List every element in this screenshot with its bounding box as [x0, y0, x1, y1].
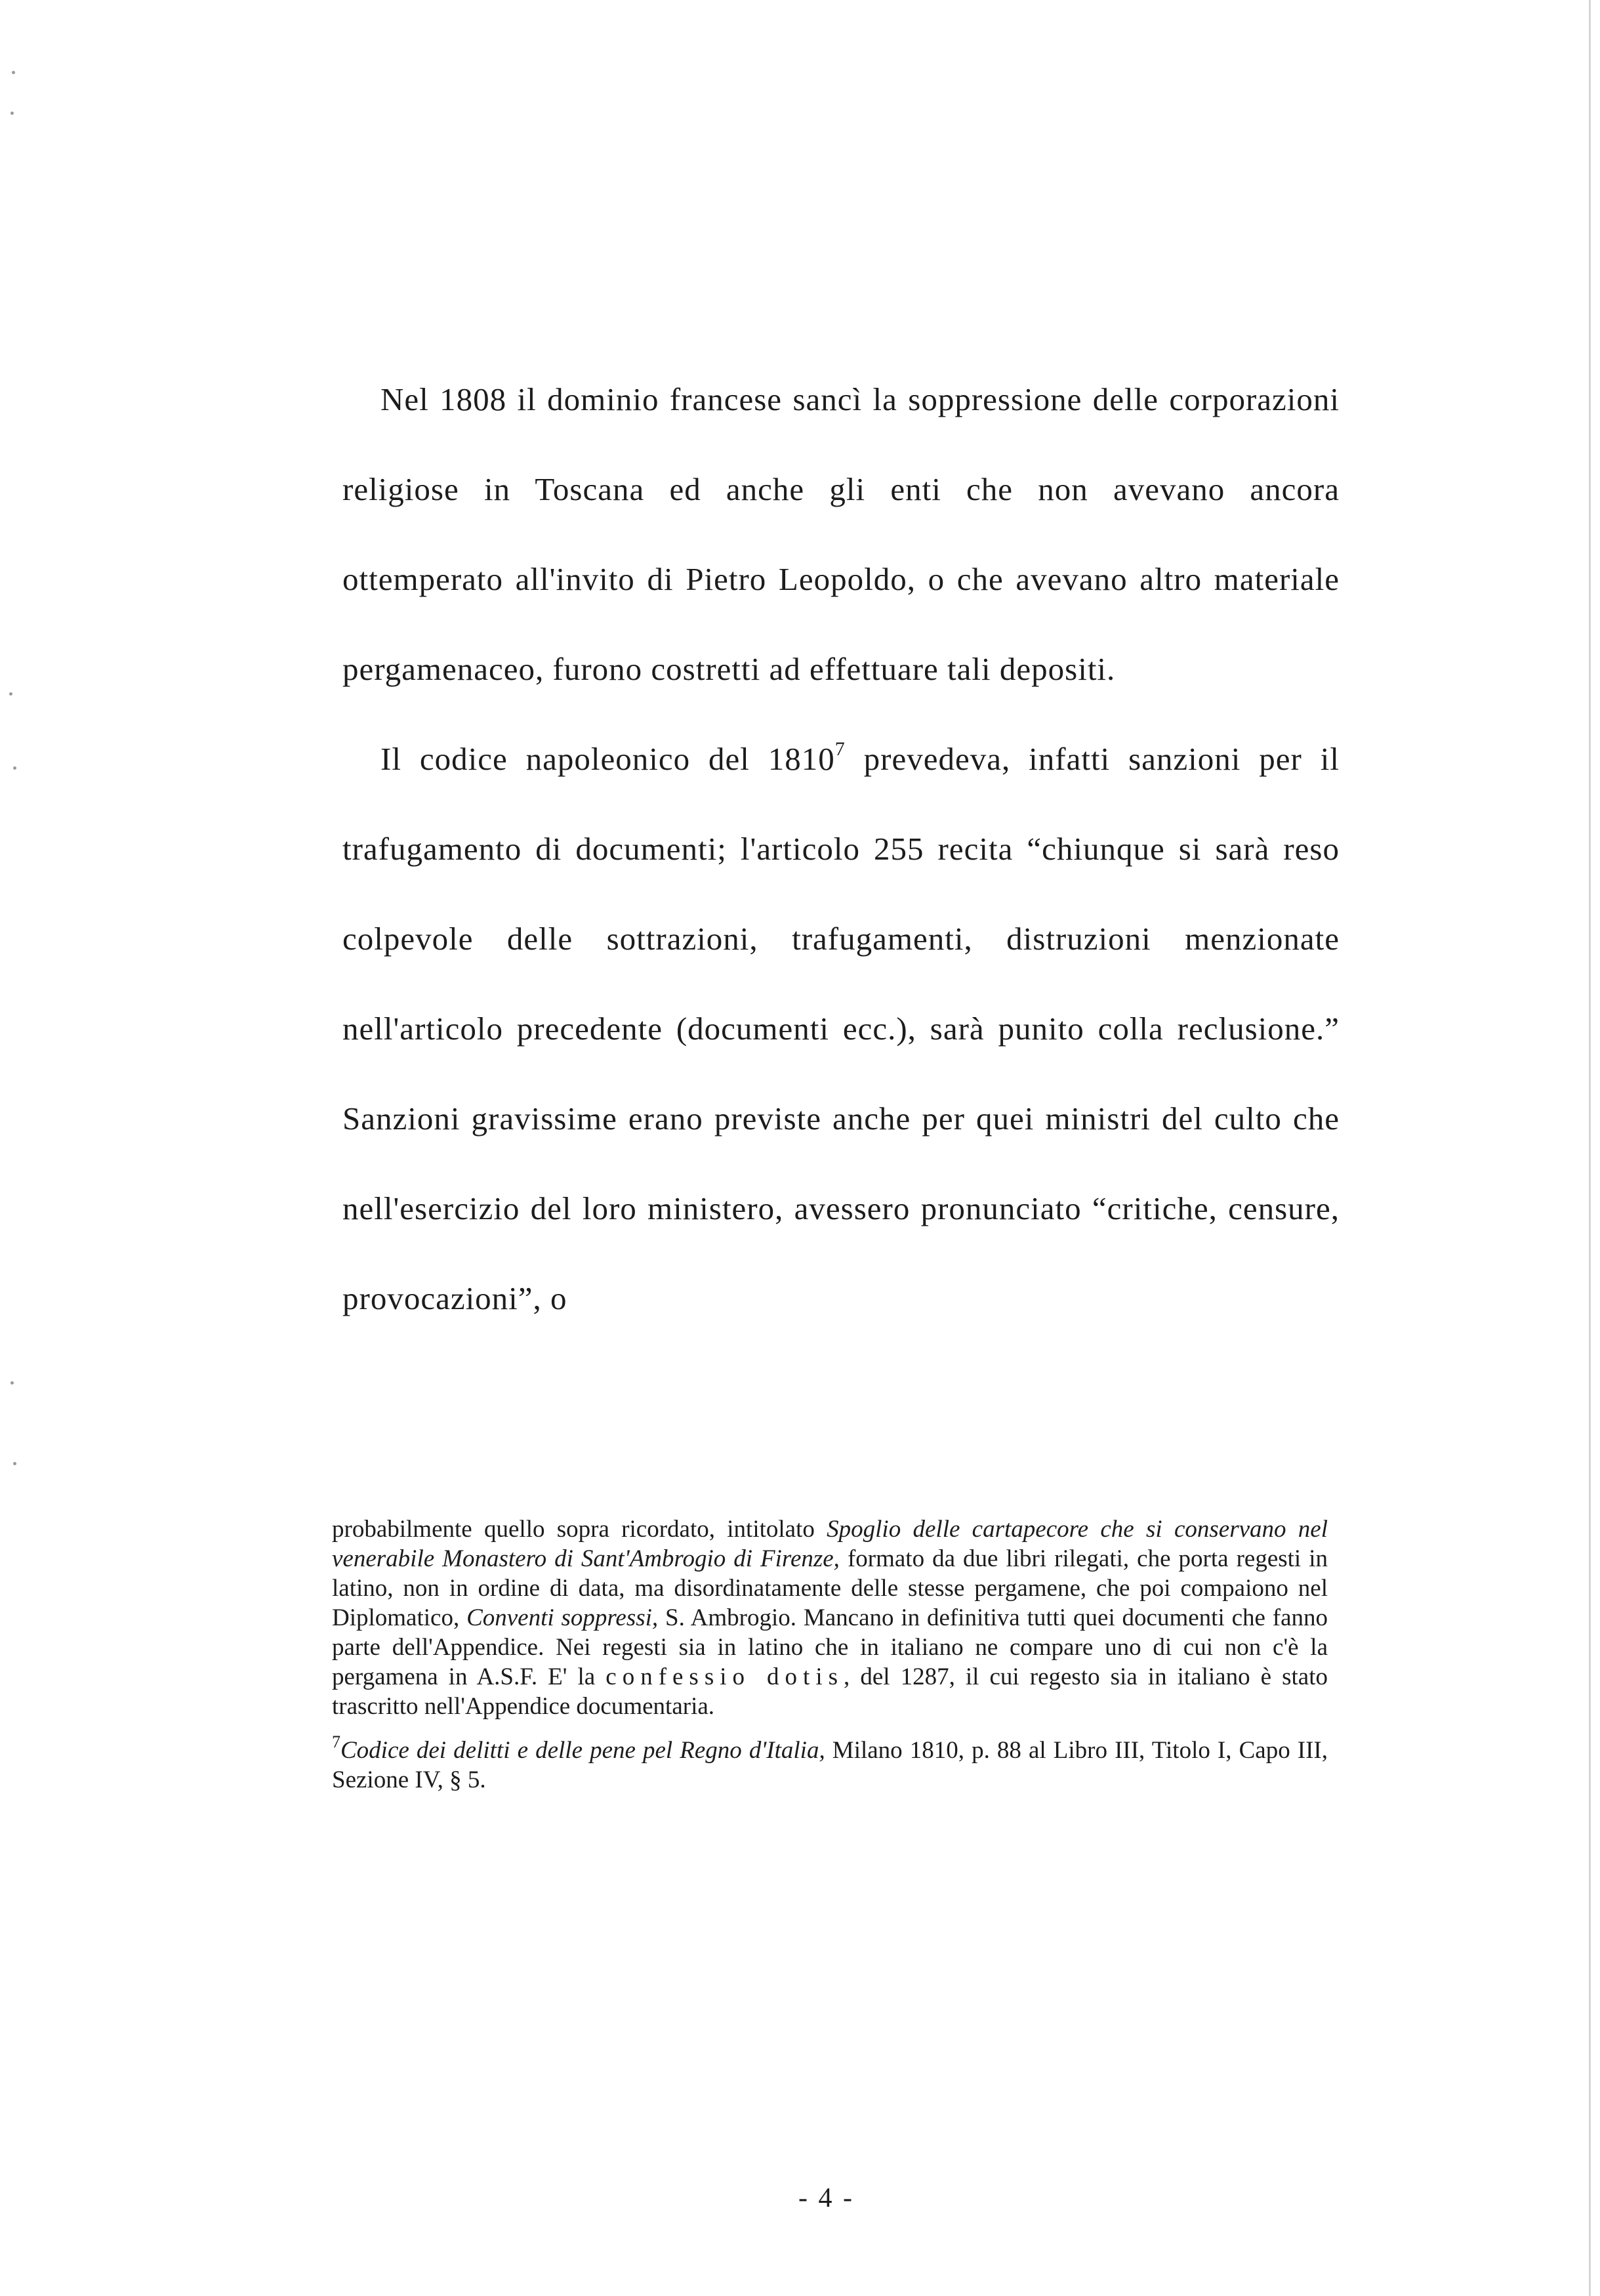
archive-fund: Conventi soppressi, — [466, 1604, 659, 1631]
paragraph-2-start: Il codice napoleonico del 1810 — [380, 741, 835, 777]
footnote-7-title: Codice dei delitti e delle pene pel Regno d'Italia, — [340, 1737, 825, 1764]
margin-speck — [12, 71, 15, 74]
footnote-continuation: probabilmente quello sopra ricordato, intitolato Spoglio delle cartapecore che si conservano nel venerabile Monastero di Sant'Ambrogio di Firenze, formato da due libri rilegati, che porta regesti in latino, non in ordine di data, ma disordinatamente delle stesse pergamene, che poi compaiono nel Diplomatico, Conventi soppressi, S. Ambrogio. Mancano in definitiva tutti quei documenti che fanno parte dell'Appendice. Nei regesti sia in latino che in italiano ne compare uno di cui non c'è la pergamena in A.S.F. E' la confessio dotis, del 1287, il cui regesto sia in italiano è stato trascritto nell'Appendice documentaria. — [332, 1516, 1328, 1720]
page-edge — [1589, 0, 1591, 2296]
margin-speck — [10, 112, 14, 115]
margin-speck — [9, 692, 12, 696]
spaced-term: confessio dotis — [605, 1663, 844, 1690]
cited-title: Spoglio delle cartapecore che si conservano nel venerabile Monastero di Sant'Ambrogio di Firenze, — [332, 1516, 1328, 1572]
paragraph-2-rest: prevedeva, infatti sanzioni per il trafugamento di documenti; l'articolo 255 recita “chiunque si sarà reso colpevole delle sottrazioni, trafugamenti, distruzioni menzionate nell'articolo precedente (documenti ecc.), sarà punito colla reclusione.” Sanzioni gravissime erano previste anche per quei ministri del culto che nell'esercizio del loro ministero, avessero pronunciato “critiche, censure, provocazioni”, o — [342, 741, 1340, 1316]
footnote-7-number: 7 — [332, 1732, 340, 1751]
margin-speck — [13, 1462, 16, 1465]
footnote-ref-7: 7 — [834, 738, 846, 760]
main-body-text — [342, 354, 1340, 1343]
footnotes-section — [332, 1514, 1328, 1795]
margin-speck — [10, 1381, 14, 1385]
footnote-7: $^7$Codice dei delitti e delle pene pel Regno d'Italia, Milano 1810, p. 88 al Libro III, Titolo I, Capo III, Sezione IV, § 5. — [332, 1732, 1328, 1793]
paragraph-1: Nel 1808 il dominio francese sancì la soppressione delle corporazioni religiose in Toscana ed anche gli enti che non avevano ancora ottemperato all'invito di Pietro Leopoldo, o che avevano altro materiale pergamenaceo, furono costretti ad effettuare tali depositi. — [342, 381, 1340, 687]
page-number: - 4 - — [798, 2183, 854, 2213]
margin-speck — [13, 766, 16, 770]
paragraph-2 — [342, 714, 1340, 1343]
